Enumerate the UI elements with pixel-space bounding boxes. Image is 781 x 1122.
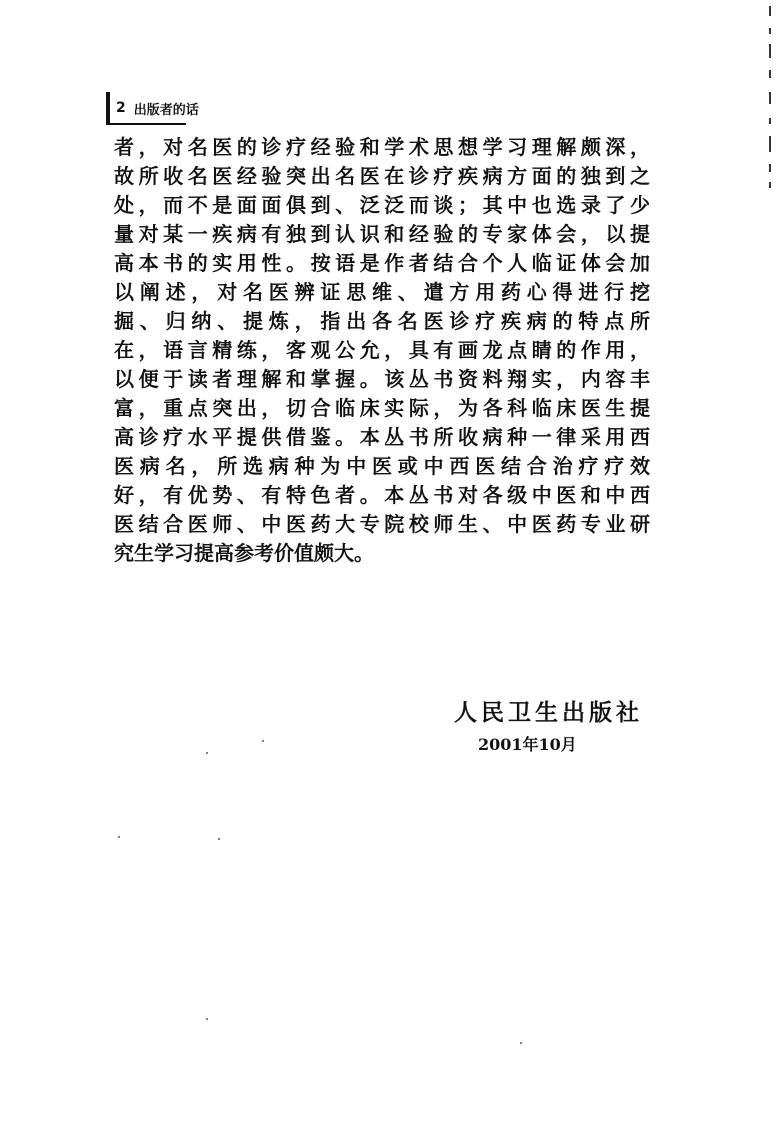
header-rule: [106, 123, 186, 125]
scan-speck: [206, 752, 208, 754]
text-line: 掘、归纳、提炼，指出各名医诊疗疾病的特点所: [114, 309, 650, 333]
text-line: 好，有优势、有特色者。本丛书对各级中医和中西: [114, 483, 650, 507]
text-line: 医结合医师、中医药大专院校师生、中医药专业研: [114, 512, 650, 536]
text-line: 高本书的实用性。按语是作者结合个人临证体会加: [114, 251, 650, 275]
scan-edge-marks: [767, 0, 773, 200]
publisher-name: 人民卫生出版社: [454, 700, 643, 726]
publication-date: 2001年10月: [478, 735, 577, 754]
text-line: 以阐述，对名医辨证思维、遣方用药心得进行挖: [114, 280, 650, 304]
text-line: 究生学习提高参考价值颇大。: [114, 541, 374, 565]
text-line: 者，对名医的诊疗经验和学术思想学习理解颇深，: [114, 135, 650, 159]
text-line: 高诊疗水平提供借鉴。本丛书所收病种一律采用西: [114, 425, 650, 449]
scan-speck: [118, 836, 120, 838]
text-line: 量对某一疾病有独到认识和经验的专家体会，以提: [114, 222, 650, 246]
header-bar: [106, 92, 110, 124]
body-paragraph: [114, 133, 650, 568]
text-line: 富，重点突出，切合临床实际，为各科临床医生提: [114, 396, 650, 420]
scan-speck: [218, 838, 220, 840]
scan-speck: [520, 1042, 522, 1044]
text-line: 以便于读者理解和掌握。该丛书资料翔实，内容丰: [114, 367, 650, 391]
scan-speck: [206, 1018, 208, 1020]
text-line: 故所收名医经验突出名医在诊疗疾病方面的独到之: [114, 164, 650, 188]
running-header: [106, 92, 199, 124]
section-title: 出版者的话: [133, 102, 199, 118]
text-line: 处，而不是面面俱到、泛泛而谈；其中也选录了少: [114, 193, 650, 217]
scan-speck: [262, 740, 264, 742]
text-line: 医病名，所选病种为中医或中西医结合治疗疗效: [114, 454, 650, 478]
text-line: 在，语言精练，客观公允，具有画龙点睛的作用，: [114, 338, 650, 362]
page-number: 2: [116, 100, 126, 116]
